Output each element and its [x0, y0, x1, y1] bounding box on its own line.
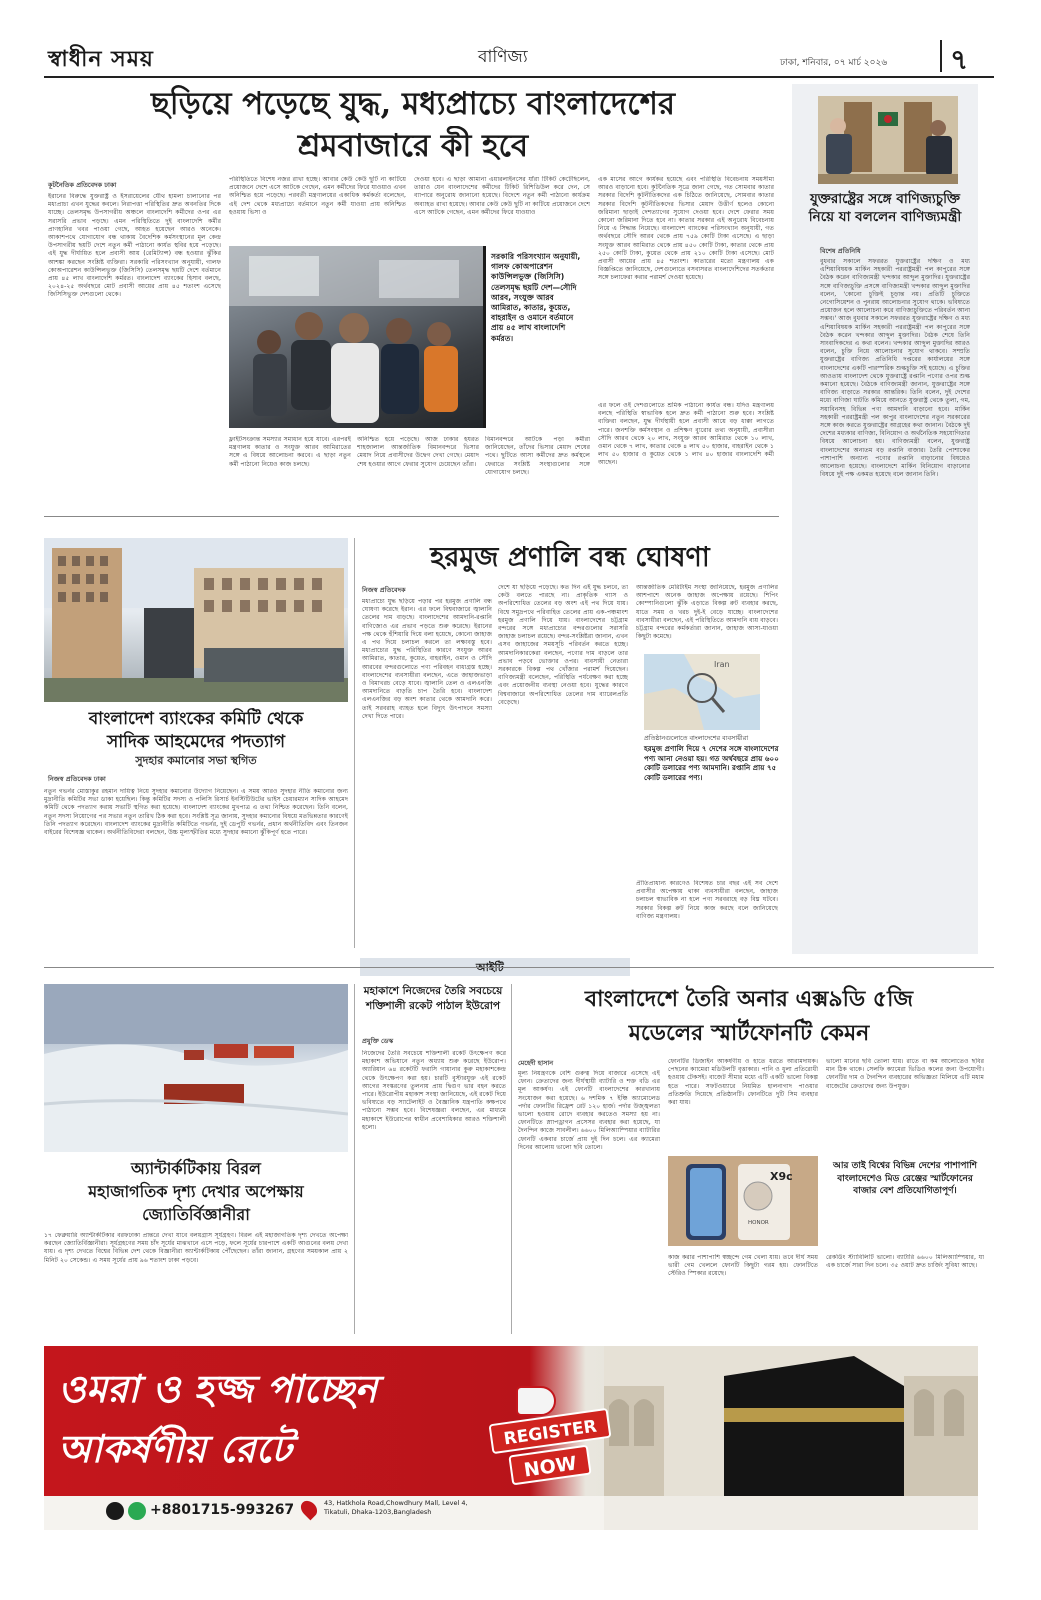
lead-column-2: পরিস্থিতিতে বিশেষ নজর রাখা হচ্ছে। আবার কেউ কেউ ছুটি না কাটিয়ে প্রয়োজনে দেশে এসে আটকে গেছেন, এমন কর্মীদের ফিরে যাওয়াও এখন অনিশ্চিত হয়ে পড়েছে। পরবর্তী মন্ত্রণালয়ের একাধিক কর্মকর্তা বলেছেন, এই দেশ থেকে মধ্যপ্রাচ্যে বর্তমানে নতুন কর্মী যাওয়া প্রায় অনিশ্চিত হওয়ায় ভিসা ও	[229, 176, 406, 216]
hormuz-column-3b: প্রীতিপ্রাধান্য কারণেও বিশেষত চার বছর এই সব দেশে প্রবাসীর অপেক্ষায় থাকা ব্যবসায়ীরা বলছেন, জাহাজ চলাচল স্বাভাবিক না হলে পণ্য সরবরাহে বড় বিঘ্ন ঘটবে। সরকার বিকল্প রুট নিয়ে কাজ করছে বলে জানিয়েছে বাণিজ্য মন্ত্রণালয়।	[636, 880, 778, 920]
antarctica-divider	[354, 984, 355, 1334]
antarctica-headline-line3: জ্যোতির্বিজ্ঞানীরা	[142, 1205, 250, 1224]
ad-line-2: আকর্ষণীয় রেটে	[58, 1426, 292, 1471]
sidebar-byline: বিশেষ প্রতিনিধি	[820, 247, 861, 255]
bb-headline-line2: সাদিক আহমেদের পদত্যাগ	[106, 732, 286, 752]
dateline: ঢাকা, শনিবার, ০৭ মার্চ ২০২৬	[780, 58, 888, 68]
masthead-rule	[44, 76, 994, 78]
phone-model-label: X9c	[770, 1170, 793, 1183]
phone-pullquote-text: আর তাই বিশ্বের বিভিন্ন দেশের পাশাপাশি বাংলাদেশেও মিড রেঞ্জের স্মার্টফোনের বাজার বেশ প্রতিযোগিতাপূর্ণ।	[833, 1161, 977, 1196]
phone-column-2: ফোনটির ডিজাইন আকর্ষণীয় ও হাতে ধরতে আরামদায়ক। পেছনের ক্যামেরা মডিউলটি বৃত্তাকার। পানি ও ধুলা প্রতিরোধী হওয়ায় টেকসই। বাজেট সীমার মধ্যে এটি একটি ভালো বিকল্প হতে পারে। সফটওয়্যারে নিয়মিত হালনাগাদ পাওয়ার প্রতিশ্রুতি দিয়েছে প্রতিষ্ঠানটি। ফোনটিতে দুটি সিম ব্যবহার করা যায়।	[668, 1058, 818, 1107]
ad-phone-number[interactable]: +8801715-993267	[150, 1502, 295, 1518]
workers-illustration	[229, 246, 483, 428]
sidebar-photo-meeting	[818, 96, 958, 184]
phone-brand-label: HONOR	[748, 1220, 769, 1226]
kaaba-illustration	[604, 1346, 978, 1530]
phone-column-1: মূল্য নিয়ন্ত্রণকে বেশি গুরুত্ব দিয়ে বাজারে এসেছে এই ফোন। ক্রেতাদের জন্য দীর্ঘস্থায়ী ব্যাটারি ও শক্ত বডি এর মূল আকর্ষণ। এই ফোনটি বাংলাদেশের কারখানায় সংযোজন করা হয়েছে। ৬ দশমিক ৭ ইঞ্চি অ্যামোলেড পর্দার ফোনটির রিফ্রেশ রেট ১২০ হার্জ। পর্দার উজ্জ্বলতা ভালো হওয়ায় রোদে ব্যবহার করতেও সমস্যা হয় না। ফোনটিতে স্ন্যাপড্রাগন প্রসেসর ব্যবহার করা হয়েছে, যা দৈনন্দিন কাজে সাবলীল। ৬৬০০ মিলিঅ্যাম্পিয়ার ব্যাটারির ফোনটি একবার চার্জে প্রায় দুই দিন চলে। এর ক্যামেরা দিনের আলোয় ভালো ছবি তোলে।	[518, 1070, 660, 1151]
section-label: বাণিজ্য	[478, 47, 528, 67]
it-section-label: আইটি	[476, 961, 504, 974]
rocket-body: নিজেদের তৈরি সবচেয়ে শক্তিশালী রকেট উৎক্ষেপণ করে মহাকাশ অভিযানে নতুন অধ্যায় শুরু করেছে ইউরোপ। অ্যারিয়ান ৬৪ রকেটটি ফরাসি গায়ানার কুরু মহাকাশকেন্দ্র থেকে উৎক্ষেপণ করা হয়। চারটি বুস্টারযুক্ত এই রকেট আগের সংস্করণের তুলনায় প্রায় দ্বিগুণ ভার বহন করতে পারে। ইউরোপীয় মহাকাশ সংস্থা জানিয়েছে, এই রকেট দিয়ে ভবিষ্যতে বড় স্যাটেলাইট ও বৈজ্ঞানিক যন্ত্রপাতি কক্ষপথে পাঠানো সম্ভব হবে। বিশেষজ্ঞরা বলছেন, এর মাধ্যমে মহাকাশে ইউরোপের স্বাধীন প্রবেশাধিকার আরও শক্তিশালী হলো।	[362, 1050, 506, 1131]
sidebar-headline: যুক্তরাষ্ট্রের সঙ্গে বাণিজ্যচুক্তি নিয়ে যা বললেন বাণিজ্যমন্ত্রী	[808, 191, 962, 225]
register-label: REGISTER	[488, 1408, 611, 1454]
lead-headline-line1: ছড়িয়ে পড়েছে যুদ্ধ, মধ্যপ্রাচ্যে বাংলাদেশের	[150, 86, 676, 122]
lead-caption-text: সরকারি পরিসংখ্যান অনুযায়ী, গালফ কোঅপারেশন কাউন্সিলভুক্ত (জিসিসি) তেলসমৃদ্ধ ছয়টি দেশ—সৌদি আরব, সংযুক্ত আরব আমিরাত, কাতার, কুয়েত, বাহরাইন ও ওমানে বর্তমানে প্রায় ৪৫ লাখ বাংলাদেশি কর্মরত।	[491, 252, 581, 343]
bb-divider	[354, 538, 355, 948]
lead-column-1: ইরানের বিরুদ্ধে যুক্তরাষ্ট্র ও ইসরায়েলের যৌথ হামলা চালানোর পর মধ্যপ্রাচ্য এখন যুদ্ধের কবলে। নিরাপত্তা পরিস্থিতির দ্রুত অবনতির দিকে যাচ্ছে। তেলসমৃদ্ধ উপসাগরীয় অঞ্চলে বাংলাদেশি কর্মীদের ওপর এর সরাসরি প্রভাব পড়ছে। এমন পরিস্থিতিতে দুই বাংলাদেশি কর্মীর প্রাণহানির খবর পাওয়া গেছে, আহত হয়েছেন আরও অনেকে। আকাশপথে যোগাযোগ বন্ধ থাকায় বৈদেশিক কর্মসংস্থানের মূল কেন্দ্র উপসাগরীয় ছয়টি দেশে নতুন কর্মী পাঠানো কার্যত স্থবির হয়ে পড়েছে। এই যুদ্ধ দীর্ঘায়িত হলে প্রবাসী আয় (রেমিট্যান্স) বন্ধ হওয়ার ঝুঁকির আশঙ্কা করছেন সংশ্লিষ্ট ব্যক্তিরা। সরকারি পরিসংখ্যান অনুযায়ী, গালফ কোঅপারেশন কাউন্সিলভুক্ত (জিসিসি) তেলসমৃদ্ধ ছয়টি দেশে বর্তমানে প্রায় ৪৫ লাখ বাংলাদেশি কর্মরত। বাংলাদেশ ব্যাংকের হিসাব বলছে, ২০২৪-২৫ অর্থবছরে মোট প্রবাসী আয়ের প্রায় ৪৫ শতাংশ এসেছে জিসিসিভুক্ত দেশগুলো থেকে।	[48, 193, 221, 299]
register-now-badge[interactable]	[490, 1386, 610, 1486]
lead-bottom-rule	[44, 516, 779, 517]
lead-bottom-2: অনিশ্চিত হয়ে পড়েছে। আজ ঢাকার হযরত শাহজালাল আন্তর্জাতিক বিমানবন্দরে ভিসার মেয়াদ নিয়ে প্রবাসীদের উদ্বেগ দেখা গেছে। মেয়াদ শেষ হওয়ার আগে ফেরার সুযোগ চেয়েছেন তাঁরা।	[357, 436, 479, 468]
whatsapp-icon	[128, 1502, 146, 1520]
lead-photo-workers	[229, 246, 483, 428]
megaphone-icon	[516, 1386, 556, 1416]
ad-address: 43, Hatkhola Road,Chowdhury Mall, Level 4, Tikatuli, Dhaka-1203,Bangladesh	[324, 1499, 468, 1516]
antarctica-headline-line2: মহাজাগতিক দৃশ্য দেখার অপেক্ষায়	[88, 1182, 304, 1201]
hormuz-map	[644, 654, 760, 730]
rocket-headline: মহাকাশে নিজেদের তৈরি সবচেয়ে শক্তিশালী রকেট পাঠাল ইউরোপ	[363, 985, 503, 1012]
hormuz-map-caption: হরমুজ প্রণালি দিয়ে ৭ দেশের সঙ্গে বাংলাদেশের পণ্য আনা নেওয়া হয়। গত অর্থবছরে প্রায় ৬০০ কোটি ডলারের পণ্য আমদানি। রপ্তানি প্রায় ৭৫ কোটি ডলারের পণ্য।	[644, 744, 779, 782]
phone-headline-line1: বাংলাদেশে তৈরি অনার এক্স৯ডি ৫জি	[584, 986, 914, 1012]
masthead-logo: স্বাধীন সময়	[48, 46, 154, 72]
lead-byline: কূটনৈতিক প্রতিবেদক ঢাকা	[48, 181, 117, 189]
ad-line-1: ওমরা ও হজ্জ পাচ্ছেন	[58, 1366, 378, 1411]
hormuz-headline: হরমুজ প্রণালি বন্ধ ঘোষণা	[430, 542, 710, 573]
phone-pullquote	[826, 1156, 984, 1246]
sidebar-body: বুধবার সকালে সফররত যুক্তরাষ্ট্রের দক্ষিণ ও মধ্য এশিয়াবিষয়ক মার্কিন সহকারী পররাষ্ট্রমন্ত্রী পল কাপুরের সঙ্গে বৈঠক করেন বাণিজ্যমন্ত্রী খন্দকার আব্দুল মুক্তাদির। যুক্তরাষ্ট্রের সঙ্গে বাণিজ্যচুক্তি প্রসঙ্গে বাণিজ্যমন্ত্রী খন্দকার আব্দুল মুক্তাদির বলেন, 'কোনো চুক্তিই চূড়ান্ত নয়। প্রতিটি চুক্তিতে নেগোসিয়েশন ও পুনরায় আলোচনার সুযোগ থাকে। ভবিষ্যতে প্রয়োজন হলে আলোচনা করে বাণিজ্যচুক্তিতে পরিবর্তন আনা সম্ভব।' আজ বুধবার সকালে সফররত যুক্তরাষ্ট্রের দক্ষিণ ও মধ্য এশিয়াবিষয়ক মার্কিন সহকারী পররাষ্ট্রমন্ত্রী পল কাপুরের সঙ্গে বৈঠক করেন খন্দকার আব্দুল মুক্তাদির। বৈঠক শেষে তিনি সাংবাদিকদের এ কথা বলেন। খন্দকার আব্দুল মুক্তাদির আরও বলেন, চুক্তি নিয়ে আলোচনার সুযোগ থাকবে। সম্প্রতি যুক্তরাষ্ট্রের বাণিজ্য প্রতিনিধি দপ্তরের কার্যালয়ের সঙ্গে বাংলাদেশের একটি পারস্পরিক শুল্কচুক্তি সই হয়েছে। এ চুক্তির আওতায় বাংলাদেশ থেকে যুক্তরাষ্ট্রে রপ্তানি পণ্যের ওপর শুল্ক কমানো হয়েছে। বৈঠকে বাণিজ্যমন্ত্রী জানান, যুক্তরাষ্ট্রের সঙ্গে বাণিজ্য বাড়াতে সরকার আন্তরিক। তিনি বলেন, দুই দেশের মধ্যে বাণিজ্য ঘাটতি কমিয়ে আনতে যুক্তরাষ্ট্র থেকে তুলা, গম, সয়াবিনসহ বিভিন্ন পণ্য আমদানি বাড়ানো হবে। মার্কিন সহকারী পররাষ্ট্রমন্ত্রী পল কাপুর বাংলাদেশের নতুন সরকারের সঙ্গে কাজ করতে যুক্তরাষ্ট্রের আগ্রহের কথা জানান। বৈঠকে দুই দেশের মধ্যকার বাণিজ্য, বিনিয়োগ ও অর্থনৈতিক সহযোগিতার বিষয়ে আলোচনা হয়। বাণিজ্যমন্ত্রী বলেন, যুক্তরাষ্ট্র বাংলাদেশের অন্যতম বড় রপ্তানি বাজার। তৈরি পোশাকের পাশাপাশি অন্যান্য পণ্যের রপ্তানি বাড়ানোর বিষয়েও আলোচনা হয়েছে। বাংলাদেশে মার্কিন বিনিয়োগ বাড়ানোর বিষয়ে দুই পক্ষ একমত হয়েছে বলে জানান তিনি।	[820, 258, 970, 479]
phone-icon	[106, 1502, 124, 1520]
lead-column-5: এর ফলে ওই দেশগুলোতে শ্রমিক পাঠানো কার্যত বন্ধ। যদিও মন্ত্রণালয় বলছে পরিস্থিতি স্বাভাবিক হলে দ্রুত কর্মী পাঠানো শুরু হবে। সংশ্লিষ্ট ব্যক্তিরা বলছেন, যুদ্ধ দীর্ঘস্থায়ী হলে প্রবাসী আয়ে বড় ধাক্কা লাগতে পারে। জনশক্তি কর্মসংস্থান ও প্রশিক্ষণ ব্যুরোর তথ্য অনুযায়ী, প্রবাসীরা সৌদি আরব থেকে ২০ লাখ, সংযুক্ত আরব আমিরাত থেকে ১০ লাখ, ওমান থেকে ৭ লাখ, কাতার থেকে ৪ লাখ ৫০ হাজার, বাহরাইন থেকে ১ লাখ ৫০ হাজার ও কুয়েত থেকে ১ লাখ ৪০ হাজার বাংলাদেশি কর্মী আছেন।	[598, 402, 774, 467]
antarctica-headline-line1: অ্যান্টার্কটিকায় বিরল	[131, 1159, 261, 1178]
page-divider	[940, 40, 942, 72]
bb-subhead: সুদহার কমানোর সভা স্থগিত	[135, 754, 257, 767]
now-label: NOW	[508, 1445, 591, 1486]
map-illustration	[644, 654, 760, 730]
phone-headline-line2: মডেলের স্মার্টফোনটি কেমন	[628, 1020, 870, 1046]
lead-column-4: এক মাসের আগে কার্যকর হয়েছে এবং পরিস্থিতি বিবেচনায় সময়সীমা আরও বাড়ানো হবে। কূটনৈতিক সূত্রে জানা গেছে, গত সোমবার কাতার সরকার বিদেশি কূটনীতিকদের এক চিঠিতে জানিয়েছে, সোমবার কাতার সরকার বিদেশি কূটনীতিকদের ভিসার মেয়াদ উত্তীর্ণ হলেও কোনো জরিমানা ছাড়াই দেশত্যাগের সুযোগ দেওয়া হবে। দেশে ফেরার সময় কোনো জরিমানা দিতে হবে না। কাতার সরকার এই অনুরোধ বিবেচনায় নিয়ে এ সিদ্ধান্ত নিয়েছে। বাংলাদেশ ব্যাংকের পরিসংখ্যান অনুযায়ী, গত অর্থবছরে সৌদি আরব থেকে প্রায় ৭৫৯ কোটি টাকা এসেছে। এ ছাড়া সংযুক্ত আরব আমিরাত থেকে প্রায় ৪৫০ কোটি টাকা, কাতার থেকে প্রায় ২৫০ কোটি টাকা, কুয়েত থেকে প্রায় ২১০ কোটি টাকা এসেছে। মোট প্রবাসী আয়ের প্রায় ৪৫ শতাংশ। কাতারের মতো মন্ত্রণালয় এক বিজ্ঞপ্তিতে জানিয়েছে, দেশগুলোতে বসবাসরত বাংলাদেশিদের সতর্কতার সঙ্গে চলাফেরা করার পরামর্শ দেওয়া হয়েছে।	[598, 176, 774, 282]
hormuz-column-3: আন্তর্জাতিক মেরিটাইম সংস্থা জানিয়েছে, হরমুজ প্রণালির আশপাশে অনেক জাহাজ অপেক্ষায় রয়েছে। শিপিং কোম্পানিগুলো ঝুঁকি এড়াতে বিকল্প রুট ব্যবহার করছে, যাতে সময় ও খরচ দুই-ই বেড়ে যাচ্ছে। বাংলাদেশের ব্যবসায়ীরা বলছেন, এই পরিস্থিতিতে আমদানি ব্যয় বাড়বে। চট্টগ্রাম বন্দরের কর্মকর্তারা জানান, জাহাজ আসা-যাওয়া কিছুটা কমেছে।	[636, 584, 778, 641]
map-label-iran: Iran	[714, 660, 730, 669]
lead-column-3: দেওয়া হবে। এ ছাড়া আমানা এয়ারলাইনসের যাঁরা টিকিট কেটেছিলেন, তারাও যেন বাংলাদেশের কর্মীদের টিকিট রিশিডিউল করে দেন, সে ব্যাপারে অনুরোধ জানানো হয়েছে। বিদেশে নতুন কর্মী পাঠানো কার্যক্রম অব্যাহত রাখা হয়েছে। আবার কেউ কেউ ছুটি না কাটিয়ে প্রয়োজনে দেশে এসে আটকে গেছেন, এমন কর্মীদের ফিরে যাওয়াও	[414, 176, 590, 216]
lead-headline-line2: শ্রমবাজারে কী হবে	[297, 128, 529, 164]
hormuz-map-caption-head: প্রতিষ্ঠানগুলোতে বাংলাদেশের ব্যবসায়ীরা	[644, 734, 749, 742]
phone-illustration	[668, 1156, 818, 1246]
bb-byline: নিজস্ব প্রতিবেদক ঢাকা	[48, 775, 106, 783]
rocket-byline: প্রযুক্তি ডেস্ক	[362, 1037, 394, 1045]
bb-headline-line1: বাংলাদেশ ব্যাংকের কমিটি থেকে	[88, 709, 304, 729]
hormuz-column-1: মধ্যপ্রাচ্যে যুদ্ধ ছড়িয়ে পড়ার পর হরমুজ প্রণালি বন্ধ ঘোষণা করেছে ইরান। এর ফলে বিশ্ববাজারে জ্বালানি তেলের দাম বাড়ছে। বাংলাদেশের আমদানি-রপ্তানি বাণিজ্যেও এর প্রভাব পড়তে শুরু করেছে। ইরানের পক্ষ থেকে হুঁশিয়ারি দিয়ে বলা হয়েছে, কোনো জাহাজ এ পথ দিয়ে চলাচল করলে তা লক্ষ্যবস্তু হবে। মধ্যপ্রাচ্যের যুদ্ধ পরিস্থিতির কারণে সংযুক্ত আরব আমিরাত, কাতার, কুয়েত, বাহরাইন, ওমান ও সৌদি আরবের বন্দরগুলোতে পণ্য পরিবহন বাধাগ্রস্ত হচ্ছে। বাংলাদেশের ব্যবসায়ীরা বলছেন, এতে জাহাজভাড়া ও বিমাখরচ বেড়ে যাবে। জ্বালানি তেল ও এলএনজি আমদানিতে বাড়তি চাপ তৈরি হবে। বাংলাদেশ এলএনজির বড় অংশ কাতার থেকে আমদানি করে। তাই সরবরাহ ব্যাহত হলে বিদ্যুৎ উৎপাদনে সমস্যা দেখা দিতে পারে।	[362, 598, 492, 720]
bb-body: নতুন গভর্নর মোস্তাকুর রহমান দায়িত্ব নিয়ে সুদহার কমানোর উদ্যোগ নিয়েছেন। এ সময় আরও সুদহার নীতি কমানোর জন্য মুদ্রানীতি কমিটির সভা ডাকা হয়েছিল। কিন্তু কমিটির সদস্য ও পলিসি রিসার্চ ইনস্টিটিউটের ভাইস চেয়ারম্যান সাদিক আহমেদ কমিটি থেকে পদত্যাগ করায় সভাটি স্থগিত করা হয়েছে। বাংলাদেশ ব্যাংকের মুখপাত্র এ তথ্য নিশ্চিত করেছেন। তিনি বলেন, নতুন সদস্য নিয়োগের পর সভার নতুন তারিখ ঠিক করা হবে। সংশ্লিষ্ট সূত্র জানায়, সুদহার কমানোর বিষয়ে মতভিন্নতার কারণেই তিনি পদত্যাগ করেছেন। বাংলাদেশ ব্যাংকের মুদ্রানীতি কমিটিতে গভর্নর, দুই ডেপুটি গভর্নর, প্রধান অর্থনীতিবিদ এবং তিনজন বাইরের বিশেষজ্ঞ থাকেন। অর্থনীতিবিদেরা বলছেন, উচ্চ মূল্যস্ফীতির মধ্যে সুদহার কমানো ঝুঁকিপূর্ণ হতে পারে।	[44, 788, 348, 837]
phone-photo	[668, 1156, 818, 1246]
hajj-advertisement[interactable]	[44, 1346, 978, 1530]
it-section-rule	[44, 967, 994, 968]
phone-byline: মেহেদী হাসান	[518, 1059, 554, 1067]
lead-bottom-3: বিমানবন্দরে আটকে পড়া কর্মীরা জানিয়েছেন, তাঁদের ভিসার মেয়াদ শেষের পথে। ছুটিতে আসা কর্মীদের দ্রুত কর্মস্থলে ফেরাতে সংশ্লিষ্ট সংস্থাগুলোর সঙ্গে যোগাযোগ চলছে।	[485, 436, 590, 476]
antarctica-body: ১৭ ফেব্রুয়ারি অ্যান্টার্কটিকার বরফঢাকা প্রান্তরে দেখা যাবে বলয়গ্রাস সূর্যগ্রহণ। বিরল এই মহাজাগতিক দৃশ্য দেখতে অপেক্ষা করছেন জ্যোতির্বিজ্ঞানীরা। সূর্যগ্রহণের সময় চাঁদ সূর্যের মাঝখানে এসে পড়ে, ফলে সূর্যের চারপাশে একটি আগুনের বলয় দেখা যায়। এ দৃশ্য দেখতে বিশ্বের বিভিন্ন দেশ থেকে বিজ্ঞানীরা অ্যান্টার্কটিকায় পৌঁছেছেন। তাঁরা জানান, গ্রহণের সময়কাল প্রায় ২ মিনিট ২০ সেকেন্ড। এ সময় সূর্যের প্রায় ৯৬ শতাংশ ঢাকা পড়বে।	[44, 1232, 348, 1264]
page-number: ৭	[950, 43, 969, 76]
phone-bottom-2: রেকর্ডিং স্ট্যাবিলিটি ভালো। ব্যাটারি ৬৬০০ মিলিঅ্যাম্পিয়ার, যা এক চার্জে সারা দিন চলে। ৩৫ ওয়াট দ্রুত চার্জিং সুবিধা আছে।	[826, 1254, 984, 1270]
lead-bottom-1: ফ্লাইটসংক্রান্ত সমস্যার সমাধান হয়ে যাবে। এরপরই মন্ত্রণালয় কাতার ও সংযুক্ত আরব আমিরাতের সঙ্গে এ বিষয়ে আলোচনা করবে। এ ছাড়া নতুন কর্মী পাঠানো নিয়েও কাজ চলছে।	[229, 436, 351, 468]
phone-bottom-1: কাজ করার পাশাপাশি স্বচ্ছন্দে গেম খেলা যায়। তবে দীর্ঘ সময় ভারী গেম খেললে ফোনটি কিছুটা গরম হয়। ফোনটিতে স্টেরিও স্পিকার রয়েছে।	[668, 1254, 818, 1278]
phone-column-3: ভালো মানের ছবি তোলা যায়। রাতে বা কম আলোতেও ছবির মান ঠিক থাকে। সেলফি ক্যামেরা ভিডিও কলের জন্য উপযোগী। ফোনটির দাম ও দৈনন্দিন ব্যবহারের অভিজ্ঞতা মিলিয়ে এটি মধ্যম বাজেটের ক্রেতাদের জন্য উপযুক্ত।	[826, 1058, 984, 1090]
antarctica-illustration	[44, 984, 348, 1152]
hormuz-byline: নিজস্ব প্রতিবেদক	[362, 586, 406, 594]
meeting-illustration	[818, 96, 958, 184]
lead-photo-caption	[483, 246, 590, 428]
rocket-divider	[511, 984, 512, 1334]
building-illustration	[44, 538, 348, 702]
hormuz-column-2: দেশে যা ছড়িয়ে পড়েছে। কত দিন এই যুদ্ধ চলবে, তা কেউ বলতে পারছে না। প্রাকৃতিক গ্যাস ও অপরিশোধিত তেলের বড় অংশ এই পথ দিয়ে যায়। বিশ্বে সমুদ্রপথে পরিবাহিত তেলের প্রায় এক-পঞ্চমাংশ হরমুজ প্রণালি দিয়ে যায়। বাংলাদেশের চট্টগ্রাম বন্দরের সঙ্গে মধ্যপ্রাচ্যের বন্দরগুলোর সরাসরি জাহাজ চলাচল রয়েছে। বন্দর-সংশ্লিষ্টরা জানান, এখন এসব জাহাজের সময়সূচি পরিবর্তন করতে হচ্ছে। আমদানিকারকেরা বলছেন, পণ্যের দাম বাড়লে তার প্রভাব পড়বে ভোক্তার ওপর। ব্যবসায়ী নেতারা সরকারকে বিকল্প পথ খোঁজার পরামর্শ দিয়েছেন। বাণিজ্যমন্ত্রী বলেছেন, পরিস্থিতি পর্যবেক্ষণ করা হচ্ছে এবং প্রয়োজনীয় ব্যবস্থা নেওয়া হবে। যুদ্ধের কারণে বিশ্ববাজারে অপরিশোধিত তেলের দাম ব্যারেলপ্রতি বেড়েছে।	[498, 584, 628, 706]
antarctica-photo	[44, 984, 348, 1152]
bb-photo-building	[44, 538, 348, 702]
